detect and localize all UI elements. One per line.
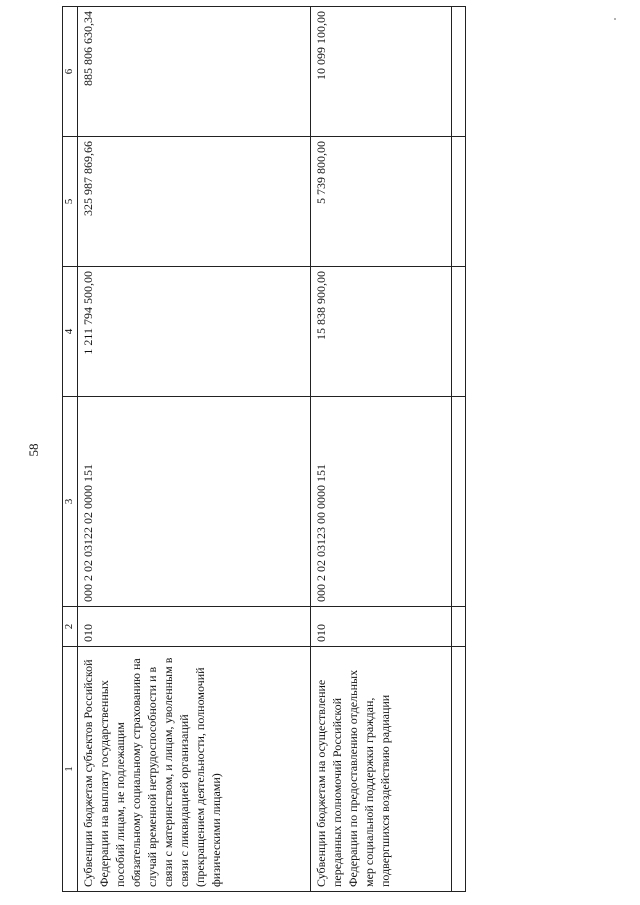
admin-code: 010 [311,607,452,647]
table-continuation-row [452,7,466,892]
budget-classification-code: 000 2 02 03123 00 0000 151 [311,397,452,607]
row-name: Субвенции бюджетам субъектов Российской Федерации на выплату государственных пособий лицам, не подлежащим обязательному социальному страхованию на случай временной нетрудоспособности и в связи с материнством, и лицам, уволенным в связи с ликвидацией организаций (прекращением деятельности, полномочий физическими лицами) [78,647,311,892]
empty-cell [452,397,466,607]
empty-cell [452,267,466,397]
empty-cell [452,607,466,647]
scan-speck [614,18,616,20]
table-row [311,7,452,892]
amount-col-5: 5 739 800,00 [311,137,452,267]
amount-col-6: 10 099 100,00 [311,7,452,137]
empty-cell [452,7,466,137]
header-cell: 5 [63,137,78,267]
amount-col-5: 325 987 869,66 [78,137,311,267]
budget-classification-code: 000 2 02 03122 02 0000 151 [78,397,311,607]
amount-col-4: 15 838 900,00 [311,267,452,397]
rotated-table-wrapper [62,7,466,892]
header-row [63,7,78,892]
header-cell: 4 [63,267,78,397]
page-number: 58 [26,443,41,457]
header-cell: 2 [63,607,78,647]
header-cell: 1 [63,647,78,892]
empty-cell [452,647,466,892]
admin-code: 010 [78,607,311,647]
table-row [78,7,311,892]
row-name: Субвенции бюджетам на осуществление переданных полномочий Российской Федерации по предоставлению отдельных мер социальной поддержки граждан, подвергшихся воздействию радиации [311,647,452,892]
header-cell: 6 [63,7,78,137]
amount-col-6: 885 806 630,34 [78,7,311,137]
header-cell: 3 [63,397,78,607]
empty-cell [452,137,466,267]
amount-col-4: 1 211 794 500,00 [78,267,311,397]
budget-table [62,6,466,892]
